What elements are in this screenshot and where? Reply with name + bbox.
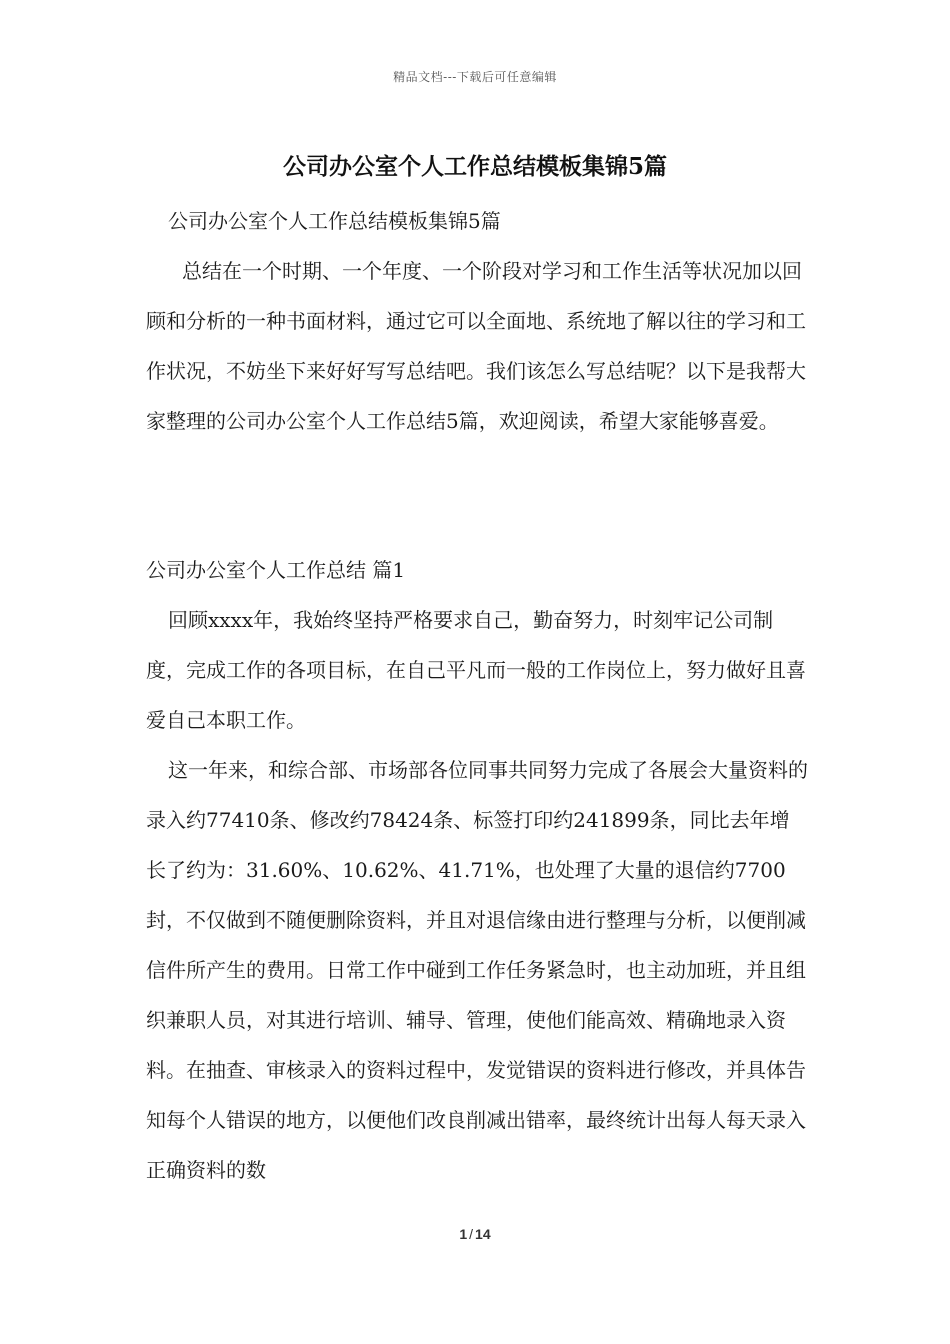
document-subtitle: 公司办公室个人工作总结模板集锦5篇 <box>168 209 501 233</box>
document-title: 公司办公室个人工作总结模板集锦5篇 <box>282 153 667 180</box>
intro-paragraph: 总结在一个时期、一个年度、一个阶段对学习和工作生活等状况加以回顾和分析的一种书面材料，通过它可以全面地、系统地了解以往的学习和工作状况，不妨坐下来好好写写总结吧。我们该怎么写总结呢？以下是我帮大家整理的公司办公室个人工作总结5篇，欢迎阅读，希望大家能够喜爱。 <box>146 259 806 433</box>
page-number <box>0 1226 950 1242</box>
page-separator: / <box>469 1226 474 1242</box>
total-pages-number: 14 <box>475 1226 491 1242</box>
section-heading: 公司办公室个人工作总结 篇1 <box>146 558 406 582</box>
body-paragraph-1: 回顾xxxx年，我始终坚持严格要求自己，勤奋努力，时刻牢记公司制度，完成工作的各项目标，在自己平凡而一般的工作岗位上，努力做好且喜爱自己本职工作。 <box>146 608 806 732</box>
current-page-number: 1 <box>459 1226 468 1242</box>
body-paragraph-2: 这一年来，和综合部、市场部各位同事共同努力完成了各展会大量资料的录入约77410条、修改约78424条、标签打印约241899条，同比去年增长了约为：31.60%、10.62%、41.71%，也处理了大量的退信约7700封，不仅做到不随便删除资料，并且对退信缘由进行整理与分析，以便削减信件所产生的费用。日常工作中碰到工作任务紧急时，也主动加班，并且组织兼职人员，对其进行培训、辅导、管理，使他们能高效、精确地录入资料。在抽查、审核录入的资料过程中，发觉错误的资料进行修改，并具体告知每个人错误的地方，以便他们改良削减出错率，最终统计出每人每天录入正确资料的数 <box>146 758 808 1182</box>
header-note: 精品文档---下载后可任意编辑 <box>393 70 557 84</box>
